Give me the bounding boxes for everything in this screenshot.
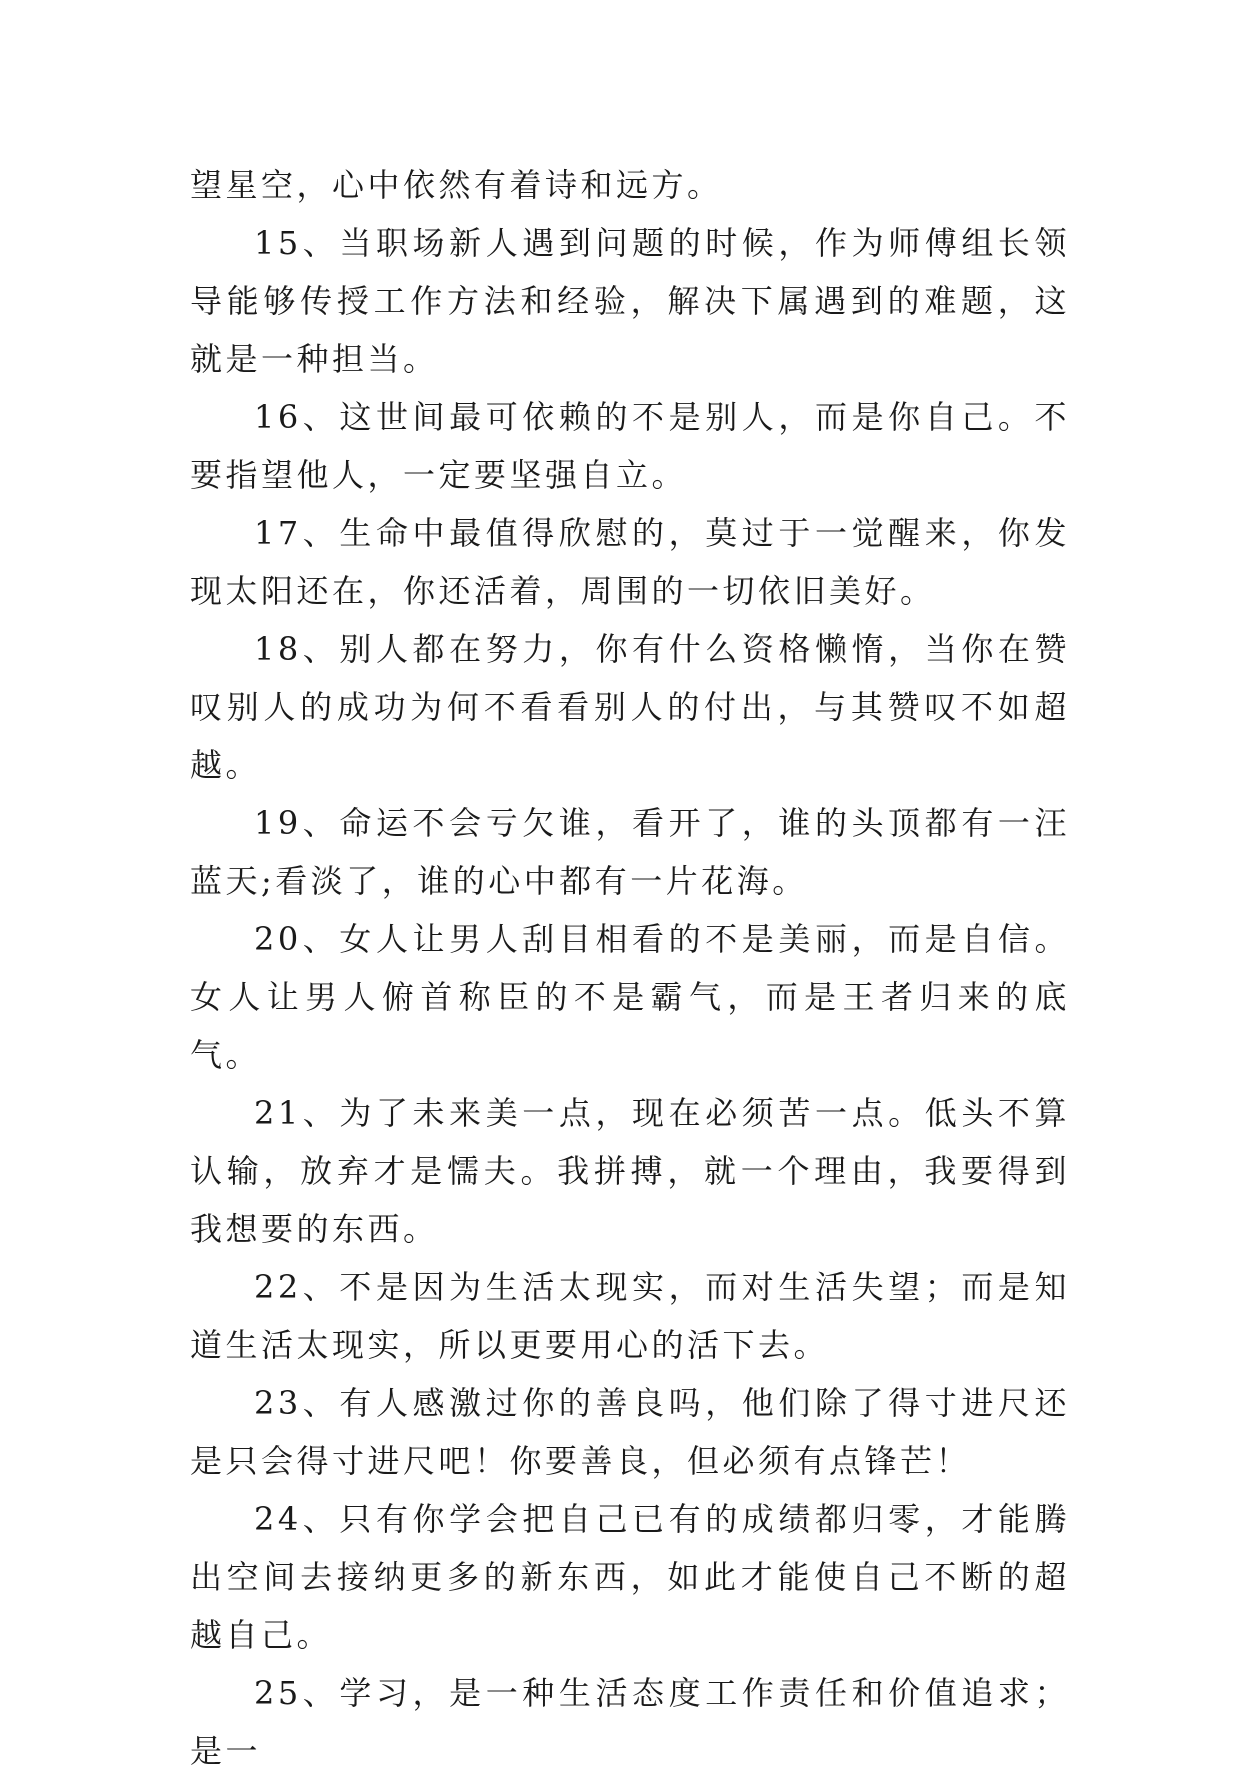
quote-paragraph-18: 18、别人都在努力，你有什么资格懒惰，当你在赞叹别人的成功为何不看看别人的付出，与其赞叹不如超越。 [190,630,1070,784]
quote-paragraph-25: 25、学习，是一种生活态度工作责任和价值追求；是一 [190,1674,1070,1770]
quote-paragraph-15: 15、当职场新人遇到问题的时候，作为师傅组长领导能够传授工作方法和经验，解决下属遇到的难题，这就是一种担当。 [190,224,1070,378]
quote-paragraph-22: 22、不是因为生活太现实，而对生活失望；而是知道生活太现实，所以更要用心的活下去。 [190,1268,1070,1364]
quote-paragraph-20: 20、女人让男人刮目相看的不是美丽，而是自信。女人让男人俯首称臣的不是霸气，而是王者归来的底气。 [190,920,1070,1074]
quote-paragraph-21: 21、为了未来美一点，现在必须苦一点。低头不算认输，放弃才是懦夫。我拼搏，就一个理由，我要得到我想要的东西。 [190,1094,1070,1248]
document-body [190,156,1070,1780]
quote-paragraph-16: 16、这世间最可依赖的不是别人，而是你自己。不要指望他人，一定要坚强自立。 [190,398,1070,494]
quote-paragraph-23: 23、有人感激过你的善良吗，他们除了得寸进尺还是只会得寸进尺吧！你要善良，但必须有点锋芒！ [190,1384,1070,1480]
quote-paragraph-17: 17、生命中最值得欣慰的，莫过于一觉醒来，你发现太阳还在，你还活着，周围的一切依旧美好。 [190,514,1070,610]
quote-paragraph-24: 24、只有你学会把自己已有的成绩都归零，才能腾出空间去接纳更多的新东西，如此才能使自己不断的超越自己。 [190,1500,1070,1654]
paragraph-continuation: 望星空，心中依然有着诗和远方。 [190,166,723,204]
quote-paragraph-19: 19、命运不会亏欠谁，看开了，谁的头顶都有一汪蓝天;看淡了，谁的心中都有一片花海。 [190,804,1070,900]
